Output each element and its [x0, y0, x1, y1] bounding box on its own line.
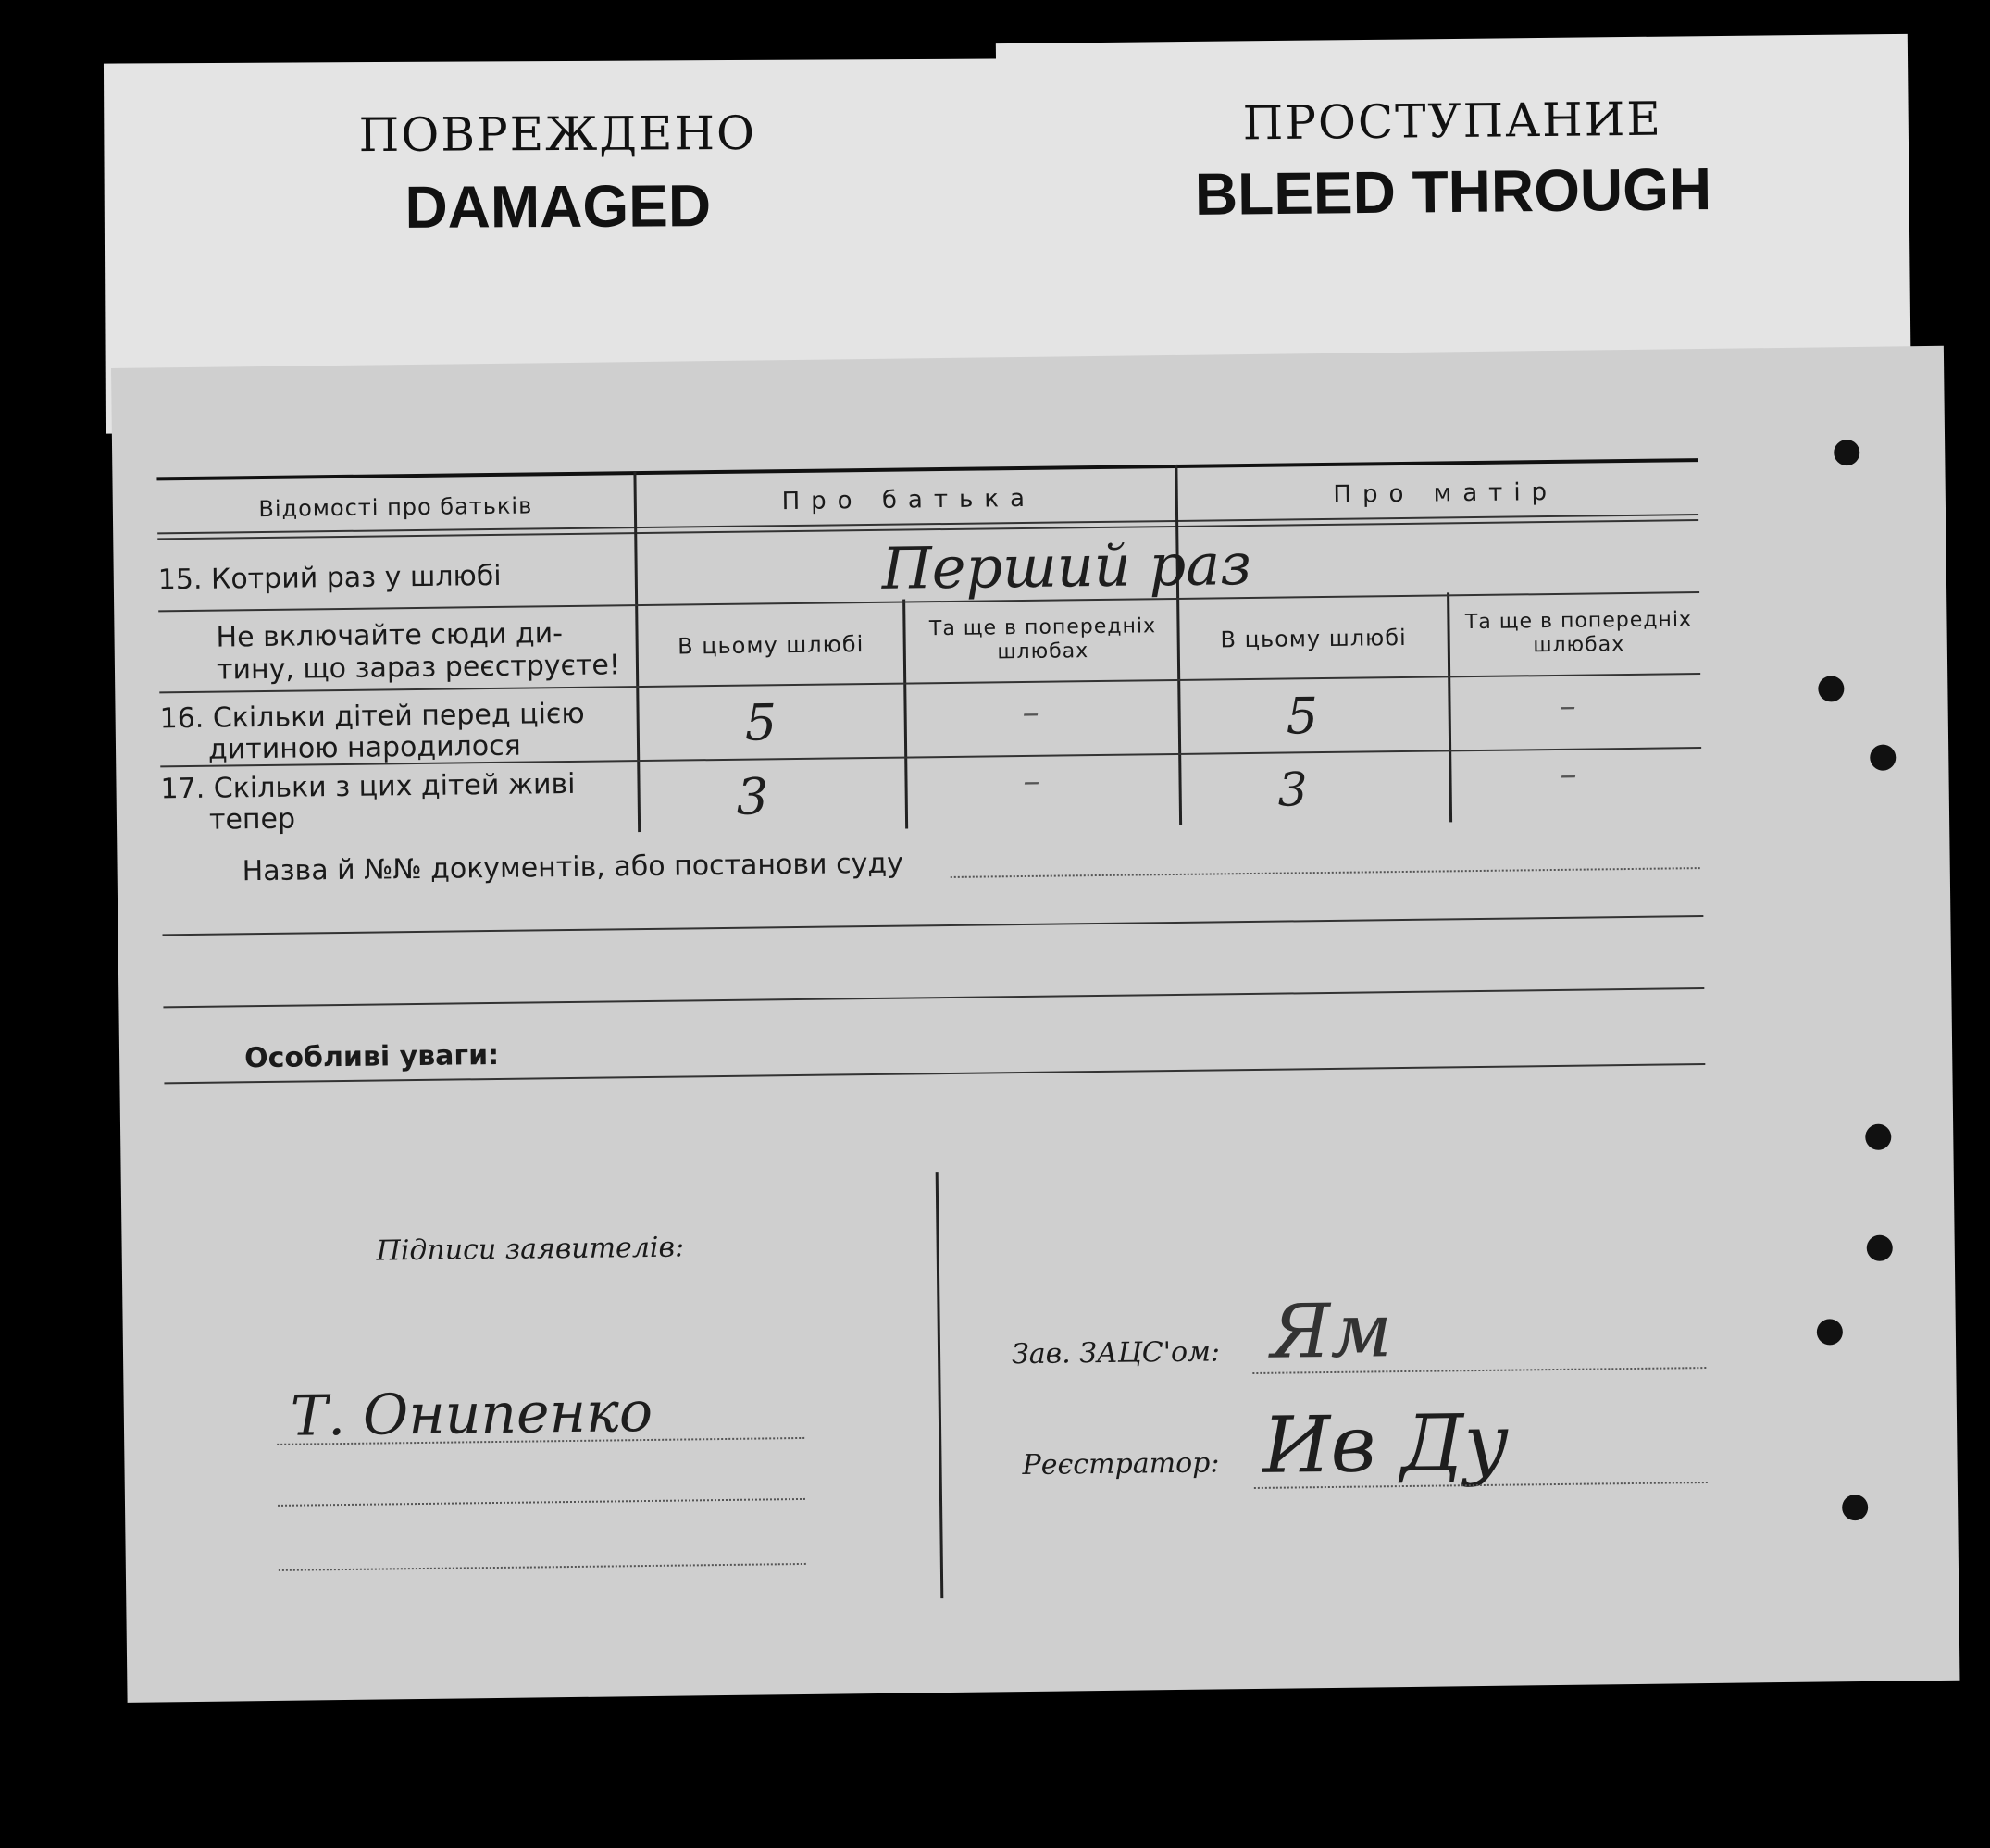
applicants-signatures-label: Підписи заявителів: — [376, 1231, 685, 1268]
row17-father-this: 3 — [736, 767, 769, 826]
sub-mother-prev-1: Та ще в попередніх — [1464, 608, 1693, 635]
row16-label-2: дитиною народилося — [207, 729, 521, 766]
remarks-label: Особливі уваги: — [243, 1038, 500, 1075]
sub-father-prev-1: Та ще в попередніх — [928, 614, 1157, 641]
note-line2: тину, що зараз реєструєте! — [216, 649, 621, 687]
applicant-signature: Т. Онипенко — [290, 1379, 653, 1449]
damaged-label-en: DAMAGED — [404, 172, 712, 241]
sub-father-prev-2: шлюбах — [997, 639, 1089, 664]
bleed-through-label-en: BLEED THROUGH — [1194, 155, 1712, 228]
header-parents-info: Відомості про батьків — [258, 492, 533, 523]
applicant-line-2 — [278, 1498, 805, 1507]
row17-mother-prev: – — [1560, 755, 1577, 794]
zags-head-label: Зав. ЗАЦС'ом: — [1011, 1335, 1221, 1371]
documents-line-3 — [163, 987, 1704, 1008]
zags-head-signature: Ям — [1270, 1287, 1393, 1375]
col-divider-mother-sub — [1447, 592, 1452, 822]
sub-mother-this-marriage: В цьому шлюбі — [1220, 624, 1407, 653]
signature-divider — [936, 1172, 944, 1598]
row17-label-2: тепер — [208, 802, 296, 837]
row16-label-1: 16. Скільки дітей перед цією — [159, 697, 585, 736]
documents-line-1 — [951, 867, 1700, 878]
punch-hole-7 — [1842, 1495, 1868, 1520]
sub-mother-prev-2: шлюбах — [1533, 633, 1625, 658]
row15-label: 15. Котрий раз у шлюбі — [157, 559, 502, 597]
header-father: Про батька — [781, 484, 1037, 516]
row17-father-prev: – — [1023, 762, 1040, 800]
row15-handwritten: Перший раз — [881, 529, 1252, 602]
damaged-label-ru: ПОВРЕЖДЕНО — [358, 105, 757, 163]
punch-hole-4 — [1865, 1124, 1891, 1150]
note-line1: Не включайте сюди ди- — [216, 617, 564, 654]
registrar-signature: Ив Ду — [1262, 1396, 1510, 1491]
col-divider-father-sub — [902, 600, 908, 829]
punch-hole-2 — [1818, 676, 1844, 701]
registrar-label: Реєстратор: — [1022, 1446, 1220, 1482]
row16-mother-this: 5 — [1286, 687, 1319, 746]
documents-line-2 — [162, 915, 1703, 936]
row17-label-1: 17. Скільки з цих дітей живі — [160, 767, 576, 806]
row16-mother-prev: – — [1559, 687, 1576, 726]
row16-father-prev: – — [1022, 693, 1039, 732]
documents-label: Назва й №№ документів, або постанови суду — [242, 847, 904, 888]
bleed-through-label-ru: ПРОСТУПАНИЕ — [1242, 92, 1663, 151]
header-mother: Про матір — [1333, 478, 1559, 509]
punch-hole-1 — [1834, 440, 1859, 465]
applicant-line-3 — [279, 1563, 806, 1571]
punch-hole-3 — [1870, 744, 1896, 770]
punch-hole-6 — [1817, 1319, 1843, 1345]
punch-hole-5 — [1867, 1235, 1893, 1261]
row17-mother-this: 3 — [1277, 763, 1308, 817]
registration-form-sheet — [111, 346, 1959, 1703]
row16-father-this: 5 — [744, 693, 777, 752]
sub-father-this-marriage: В цьому шлюбі — [677, 631, 864, 660]
table-top-rule — [156, 458, 1698, 480]
